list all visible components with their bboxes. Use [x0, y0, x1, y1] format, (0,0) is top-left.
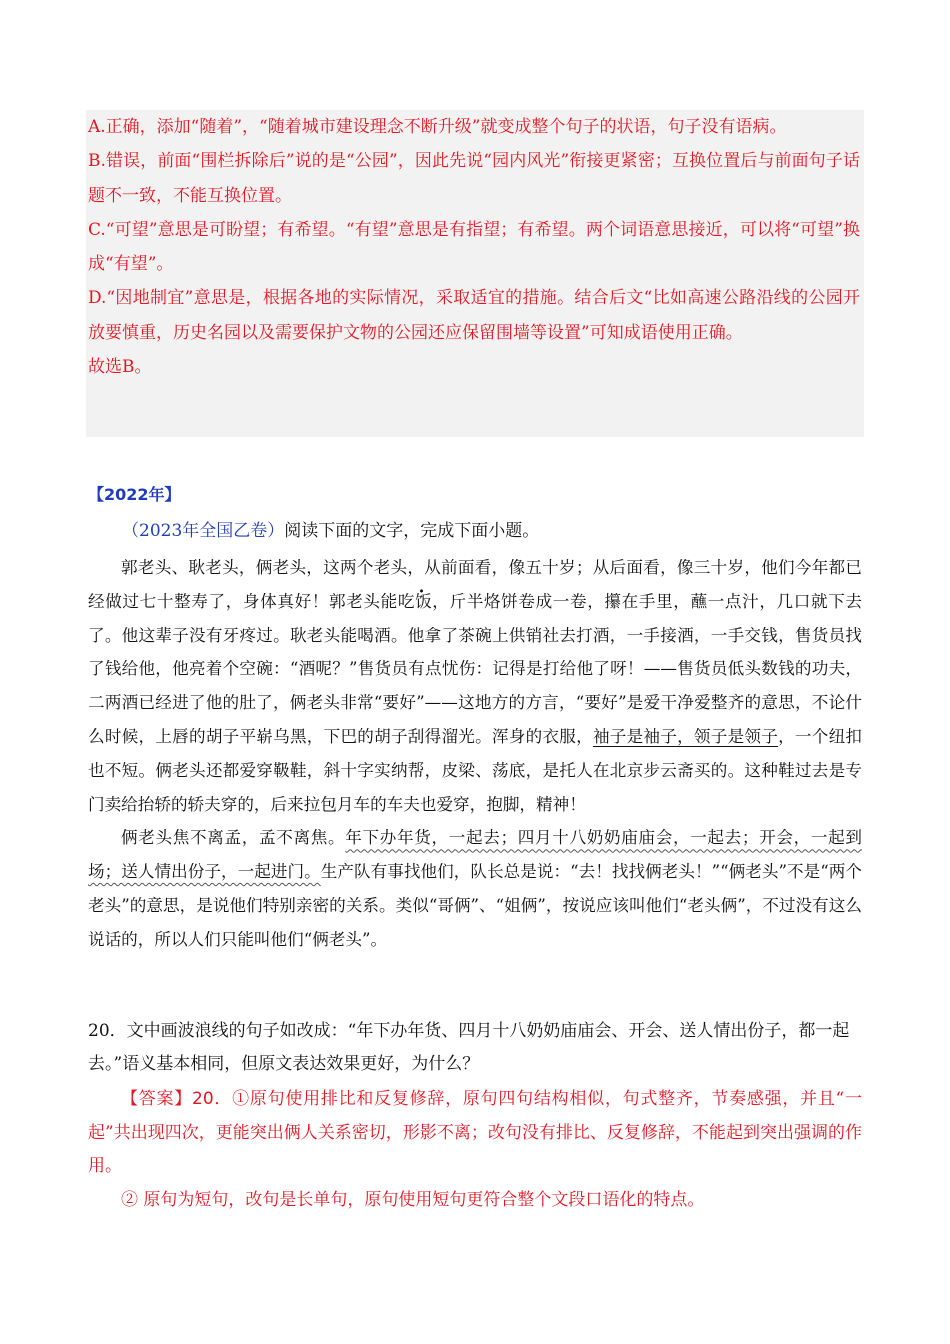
analysis-option-b: B.错误，前面“围栏拆除后”说的是“公园”，因此先说“园内风光”衔接更紧密；互换位置后与前面句子话题不一致，不能互换位置。 — [88, 151, 860, 206]
answer-number: 20． — [192, 1089, 233, 1109]
passage-text: 郭老头、耿老头，俩老头，这两个老头，从前面看，像五十岁；从后面看，像三十岁，他们今年都已经做过七十整寿了，身体真好！郭老头 — [88, 558, 862, 611]
year-heading: 【2022年】 — [88, 485, 181, 504]
question-intro — [122, 517, 539, 545]
underlined-phrase: 袖子是袖子，领子是领子 — [592, 726, 779, 746]
analysis-option-c: C.“可望”意思是可盼望；有希望。“有望”意思是有指望；有希望。两个词语意思接近，可以将“可望”换成“有望”。 — [88, 219, 860, 275]
emphasis-dot-char: · 能 — [381, 592, 398, 611]
analysis-option-d: D.“因地制宜”意思是，根据各地的实际情况，采取适宜的措施。结合后文“比如高速公路沿线的公园开放要慎重，历史名园以及需要保护文物的公园还应保留围墙等设置”可知成语使用正确。 — [88, 288, 860, 343]
passage-text: 生产队有事找他们，队长总是说：“去！找找俩老头！”“俩老头”不是“两个老头”的意思，是说他们特别亲密的关系。类似“哥俩”、“姐俩”，按说应该叫他们“老头俩”，不过没有这么说话的，所以人们只能叫他们“俩老头”。 — [88, 862, 862, 949]
passage-paragraph-2 — [88, 821, 862, 956]
instruction-text: 阅读下面的文字，完成下面小题。 — [284, 521, 540, 541]
source-label: （2023年全国乙卷） — [122, 521, 285, 541]
analysis-option-a: A.正确，添加“随着”，“随着城市建设理念不断升级”就变成整个句子的状语，句子没有语病。 — [88, 117, 787, 137]
passage-paragraph-1 — [88, 551, 862, 821]
analysis-block — [88, 110, 860, 384]
passage-text: ，一个纽扣也不短。俩老头还都爱穿靸鞋，斜十字实纳帮，皮梁、荡底，是托人在北京步云斋买的。这种鞋过去是专门卖给抬轿的轿夫穿的，后来拉包月车的车夫也爱穿，抱脚，精神！ — [88, 726, 863, 814]
passage-text: 俩老头焦不离孟，孟不离焦。 — [121, 828, 346, 848]
answer-label: 【答案】 — [121, 1089, 192, 1109]
answer-point-1-text: ①原句使用排比和反复修辞，原句四句结构相似，句式整齐，节奏感强，并且“一起”共出现四次，更能突出俩人关系密切，形影不离；改句没有排比、反复修辞，不能起到突出强调的作用。 — [88, 1089, 862, 1176]
answer-point-2: ② 原句为短句，改句是长单句，原句使用短句更符合整个文段口语化的特点。 — [121, 1189, 705, 1210]
passage-text: 吃饭，斤半烙饼卷成一卷，攥在手里，蘸一点汁，几口就下去了。他这辈子没有牙疼过。耿老头能喝酒。他拿了茶碗上供销社去打酒，一手接酒，一手交钱，售货员找了钱给他，他亮着个空碗：“酒呢？”售货员有点忧伤：记得是打给他了呀！——售货员低头数钱的功夫，二两酒已经进了他的肚了，俩老头非常“要好”——这地方的方言，“要好”是爱干净爱整齐的意思，不论什么时候，上唇的胡子平崭乌黑，下巴的胡子刮得溜光。浑身的衣服， — [88, 591, 863, 746]
question-text: 20．文中画波浪线的句子如改成：“年下办年货、四月十八奶奶庙庙会、开会、送人情出份子，都一起去。”语义基本相同，但原文表达效果更好，为什么？ — [88, 1021, 850, 1074]
analysis-conclusion: 故选B。 — [88, 357, 152, 378]
question-20 — [88, 1015, 862, 1081]
answer-point-1 — [88, 1083, 862, 1184]
answer-block — [88, 1083, 862, 1217]
reading-passage — [88, 551, 862, 957]
wavy-underlined-sentence: 年下办年货，一起去；四月十八奶奶庙庙会，一起去；开会，一起到场；送人情出份子，一起进门。 — [88, 828, 863, 882]
